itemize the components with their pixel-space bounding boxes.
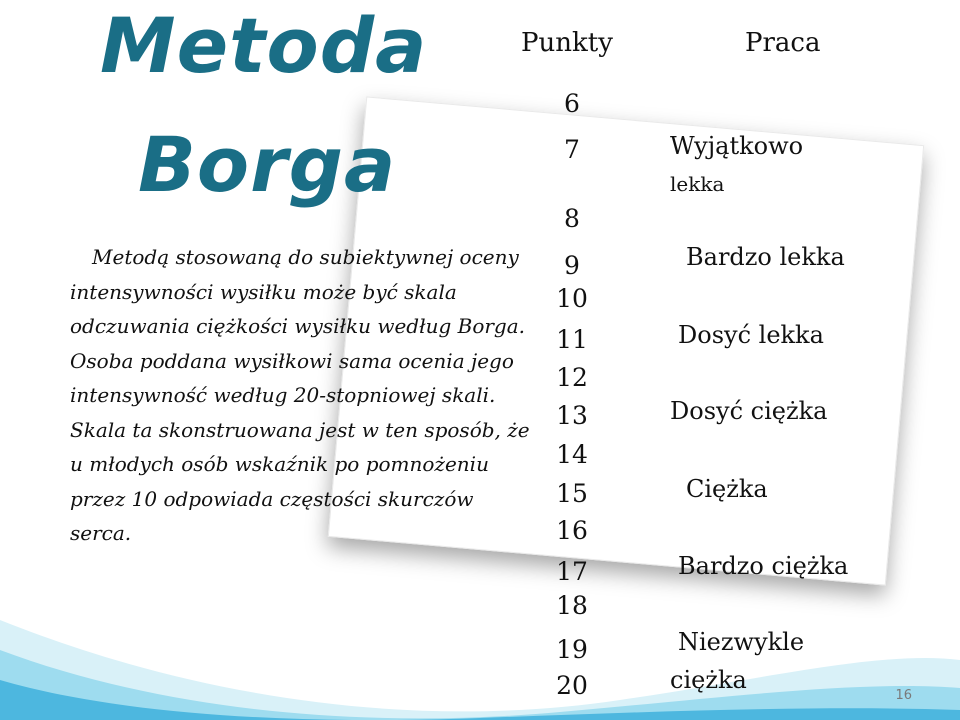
scale-number-19: 19 bbox=[556, 635, 588, 664]
label-somewhat-hard: Dosyć ciężka bbox=[670, 397, 828, 425]
scale-number-14: 14 bbox=[556, 440, 588, 469]
page-number: 16 bbox=[895, 688, 912, 703]
decorative-waves bbox=[0, 580, 960, 720]
scale-number-9: 9 bbox=[564, 251, 580, 280]
description-text: Metodą stosowaną do subiektywnej oceny intensywności wysiłku może być skala odczuwania ciężkości wysiłku według Borga. Osoba poddana wysiłkowi sama ocenia jego intensywność według 20-stopniowej skali. Skala ta skonstruowana jest w ten sposób, że u młodych osób wskaźnik po pomnożeniu przez 10 odpowiada częstości skurczów serca. bbox=[70, 245, 530, 545]
scale-number-17: 17 bbox=[556, 557, 588, 586]
scale-number-6: 6 bbox=[564, 89, 580, 118]
scale-number-18: 18 bbox=[556, 591, 588, 620]
label-extremely-hard-line2: ciężka bbox=[670, 666, 747, 694]
scale-number-11: 11 bbox=[556, 325, 588, 354]
label-extremely-hard-line1: Niezwykle bbox=[678, 628, 805, 656]
label-fairly-light: Dosyć lekka bbox=[678, 321, 824, 349]
label-extremely-light-line1: Wyjątkowo bbox=[670, 132, 804, 160]
label-extremely-light-line2: lekka bbox=[670, 172, 725, 196]
scale-number-8: 8 bbox=[564, 204, 580, 233]
title-line-1: Metoda bbox=[100, 1, 428, 90]
header-work: Praca bbox=[745, 28, 821, 58]
scale-number-13: 13 bbox=[556, 401, 588, 430]
scale-number-10: 10 bbox=[556, 284, 588, 313]
header-points: Punkty bbox=[521, 28, 613, 58]
label-very-hard: Bardzo ciężka bbox=[678, 552, 849, 580]
scale-number-15: 15 bbox=[556, 479, 588, 508]
title-line-2: Borga bbox=[138, 120, 397, 209]
label-very-light: Bardzo lekka bbox=[686, 243, 845, 271]
scale-number-7: 7 bbox=[564, 135, 580, 164]
scale-number-12: 12 bbox=[556, 363, 588, 392]
label-hard: Ciężka bbox=[686, 475, 768, 503]
scale-number-20: 20 bbox=[556, 671, 588, 700]
scale-number-16: 16 bbox=[556, 516, 588, 545]
